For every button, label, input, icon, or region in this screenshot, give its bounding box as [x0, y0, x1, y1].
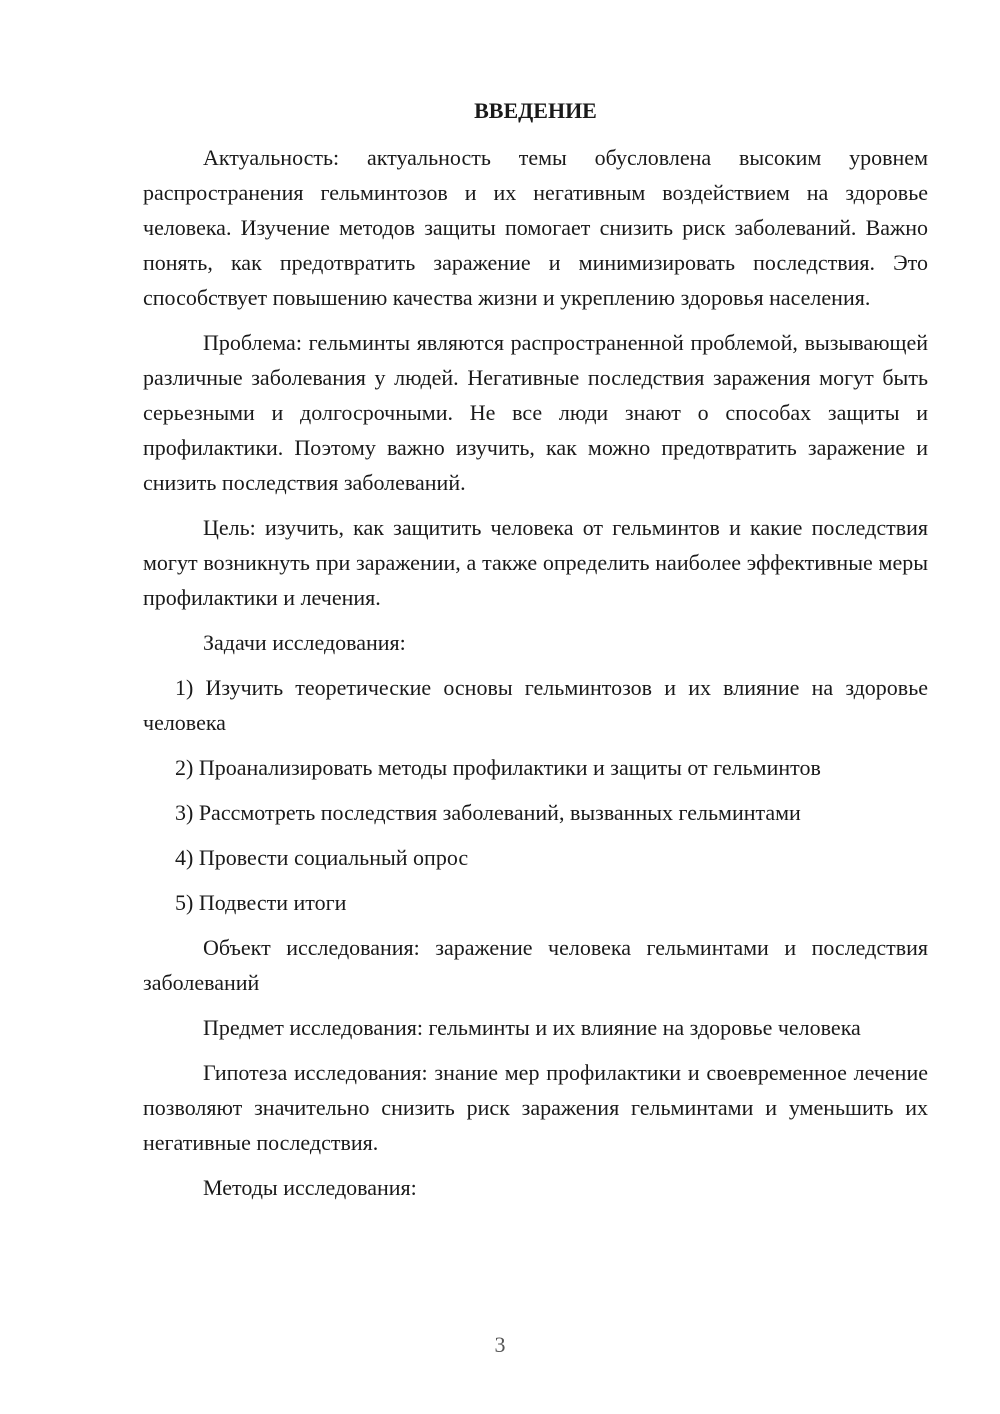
goal-paragraph: Цель: изучить, как защитить человека от гельминтов и какие последствия могут возникнуть при заражении, а также определить наиболее эффективные меры профилактики и лечения. — [143, 515, 928, 610]
subject-paragraph: Предмет исследования: гельминты и их влияние на здоровье человека — [203, 1015, 861, 1040]
methods-heading: Методы исследования: — [203, 1175, 417, 1200]
hypothesis-paragraph: Гипотеза исследования: знание мер профилактики и своевременное лечение позволяют значительно снизить риск заражения гельминтами и уменьшить их негативные последствия. — [143, 1060, 928, 1155]
problem-paragraph: Проблема: гельминты являются распространенной проблемой, вызывающей различные заболевания у людей. Негативные последствия заражения могут быть серьезными и долгосрочными. Не все люди знают о способах защиты и профилактики. Поэтому важно изучить, как можно предотвратить заражение и снизить последствия заболеваний. — [143, 330, 928, 495]
document-page — [143, 96, 928, 1215]
object-paragraph: Объект исследования: заражение человека гельминтами и последствия заболеваний — [143, 935, 928, 995]
page-number: 3 — [494, 1332, 506, 1357]
tasks-list — [143, 670, 928, 920]
list-item: 4) Провести социальный опрос — [175, 845, 469, 870]
list-item: 3) Рассмотреть последствия заболеваний, вызванных гельминтами — [175, 800, 801, 825]
relevance-paragraph: Актуальность: актуальность темы обусловлена высоким уровнем распространения гельминтозов и их негативным воздействием на здоровье человека. Изучение методов защиты помогает снизить риск заболеваний. Важно понять, как предотвратить заражение и минимизировать последствия. Это способствует повышению качества жизни и укреплению здоровья населения. — [143, 145, 928, 310]
list-item: 1) Изучить теоретические основы гельминтозов и их влияние на здоровье человека — [143, 675, 928, 735]
list-item: 2) Проанализировать методы профилактики и защиты от гельминтов — [175, 755, 821, 780]
tasks-heading: Задачи исследования: — [203, 630, 406, 655]
list-item: 5) Подвести итоги — [175, 890, 347, 915]
page-title: ВВЕДЕНИЕ — [474, 98, 597, 123]
